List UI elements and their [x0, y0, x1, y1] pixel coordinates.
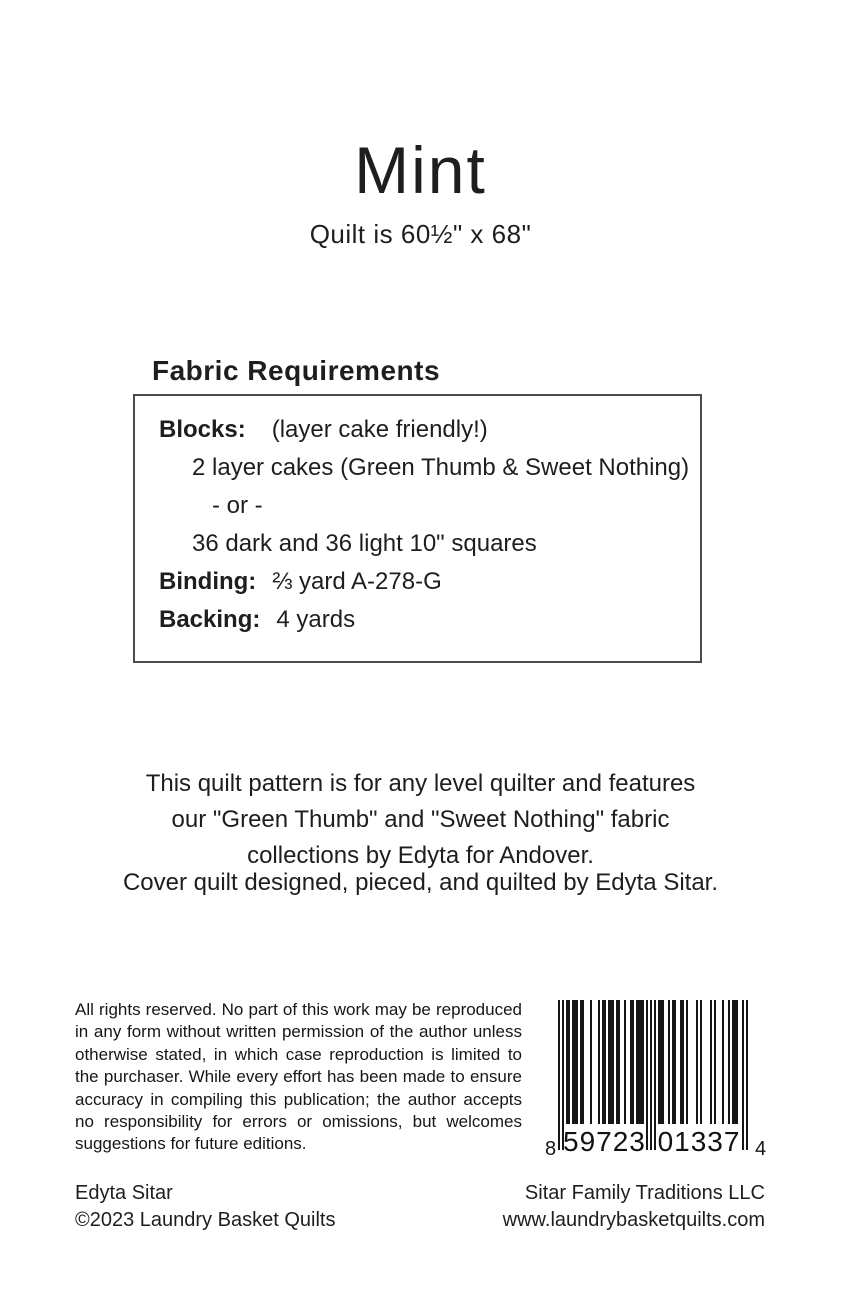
author-credit: [75, 1180, 335, 1234]
publisher-credit: [503, 1180, 765, 1234]
copyright-line: ©2023 Laundry Basket Quilts: [75, 1209, 336, 1231]
description-line: collections by Edyta for Andover.: [247, 842, 594, 869]
description-line: our "Green Thumb" and "Sweet Nothing" fabric: [171, 806, 670, 833]
fabric-row-label: Binding:: [159, 568, 257, 595]
fabric-row-value: ⅔ yard A-278-G: [272, 568, 442, 595]
fabric-row-binding: [159, 568, 700, 606]
fabric-row-label: Backing:: [159, 606, 261, 633]
barcode-group-1: 59723: [563, 1126, 646, 1157]
copyright-legal-text: All rights reserved. No part of this work may be reproduced in any form without written permission of the author unless otherwise stated, in which case reproduction is limited to the purchaser. While every effort has been made to ensure accuracy in compiling this publication; the author accepts no responsibility for errors or omissions, but welcomes suggestions for future editions.: [75, 1000, 522, 1154]
description-line: This quilt pattern is for any level quilter and features: [145, 770, 696, 797]
publisher-name: Sitar Family Traditions LLC: [524, 1182, 765, 1204]
barcode: [545, 1000, 775, 1168]
author-name: Edyta Sitar: [75, 1182, 173, 1204]
barcode-group-2: 01337: [657, 1126, 741, 1157]
page-title: Mint: [354, 133, 487, 207]
fabric-requirements-heading: Fabric Requirements: [152, 355, 441, 386]
fabric-requirements-box: [133, 394, 702, 663]
barcode-right-digit: 4: [755, 1138, 767, 1160]
fabric-row-layer-cakes: [159, 454, 700, 492]
pattern-description: [0, 766, 841, 874]
fabric-row-value: - or -: [212, 492, 263, 519]
barcode-left-digit: 8: [545, 1138, 557, 1160]
designer-credit-line: Cover quilt designed, pieced, and quilted by Edyta Sitar.: [122, 869, 719, 896]
publisher-website: www.laundrybasketquilts.com: [502, 1209, 765, 1231]
fabric-row-value: 4 yards: [276, 606, 356, 633]
quilt-size-subtitle: Quilt is 60½" x 68": [309, 219, 532, 249]
fabric-row-label: Blocks:: [159, 416, 246, 443]
fabric-row-or: [159, 492, 700, 530]
fabric-row-squares: [159, 530, 700, 568]
fabric-row-value: 36 dark and 36 light 10" squares: [192, 530, 537, 557]
fabric-row-value: (layer cake friendly!): [271, 416, 488, 443]
fabric-row-backing: [159, 606, 700, 644]
fabric-row-value: 2 layer cakes (Green Thumb & Sweet Nothing): [192, 454, 690, 481]
fabric-row-blocks: [159, 416, 700, 454]
